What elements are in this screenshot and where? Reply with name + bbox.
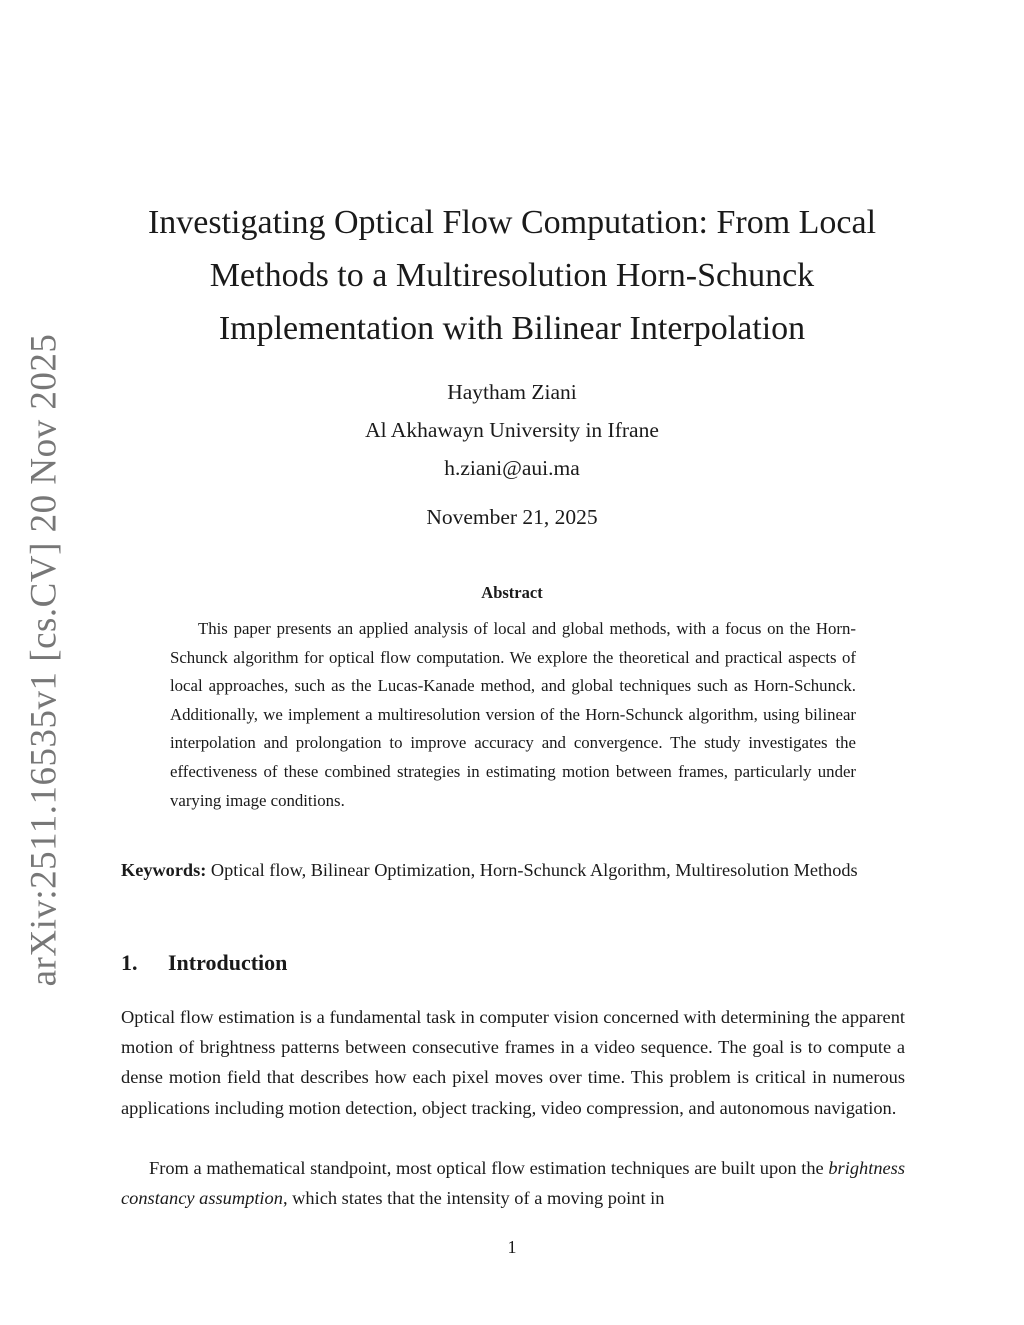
intro-paragraph-2-part-1: From a mathematical standpoint, most optical flow estimation techniques are built upon the xyxy=(149,1158,829,1178)
author-affiliation: Al Akhawayn University in Ifrane xyxy=(365,418,659,442)
paper-title xyxy=(120,196,904,355)
author-name: Haytham Ziani xyxy=(447,380,577,404)
author-email[interactable]: h.ziani@aui.ma xyxy=(444,456,580,480)
keywords-text: Optical flow, Bilinear Optimization, Horn-Schunck Algorithm, Multiresolution Methods xyxy=(210,860,858,880)
section-number: 1. xyxy=(121,950,138,975)
intro-paragraph-2 xyxy=(121,1153,905,1213)
abstract-heading: Abstract xyxy=(481,583,543,602)
section-heading-introduction xyxy=(121,950,287,976)
page-number: 1 xyxy=(507,1237,517,1257)
arxiv-identifier-stamp[interactable]: arXiv:2511.16535v1 [cs.CV] 20 Nov 2025 xyxy=(23,333,65,987)
keywords-line xyxy=(121,855,905,885)
intro-paragraph-1: Optical flow estimation is a fundamental task in computer vision concerned with determining the apparent motion of brightness patterns between consecutive frames in a video sequence. The goal is to compute a dense motion field that describes how each pixel moves over time. This problem is critical in numerous applications including motion detection, object tracking, video compression, and autonomous navigation. xyxy=(121,1007,905,1118)
title-line-3: Implementation with Bilinear Interpolation xyxy=(218,310,806,347)
brightness-constancy-term: brightness constancy assumption xyxy=(121,1158,905,1209)
title-line-2: Methods to a Multiresolution Horn-Schunck xyxy=(209,257,815,294)
abstract-text: This paper presents an applied analysis of local and global methods, with a focus on the Horn-Schunck algorithm for optical flow computation. We explore the theoretical and practical aspects of local approaches, such as the Lucas-Kanade method, and global techniques such as Horn-Schunck. Additionally, we implement a multiresolution version of the Horn-Schunck algorithm, using bilinear interpolation and prolongation to improve accuracy and convergence. The study investigates the effectiveness of these combined strategies in estimating motion between frames, particularly under varying image conditions. xyxy=(170,619,856,810)
keywords-label: Keywords: xyxy=(121,860,207,880)
title-line-1: Investigating Optical Flow Computation: From Local xyxy=(147,204,877,241)
paper-date: November 21, 2025 xyxy=(426,505,598,529)
intro-paragraph-2-part-2: , which states that the intensity of a moving point in xyxy=(282,1188,665,1209)
section-title: Introduction xyxy=(168,950,288,975)
